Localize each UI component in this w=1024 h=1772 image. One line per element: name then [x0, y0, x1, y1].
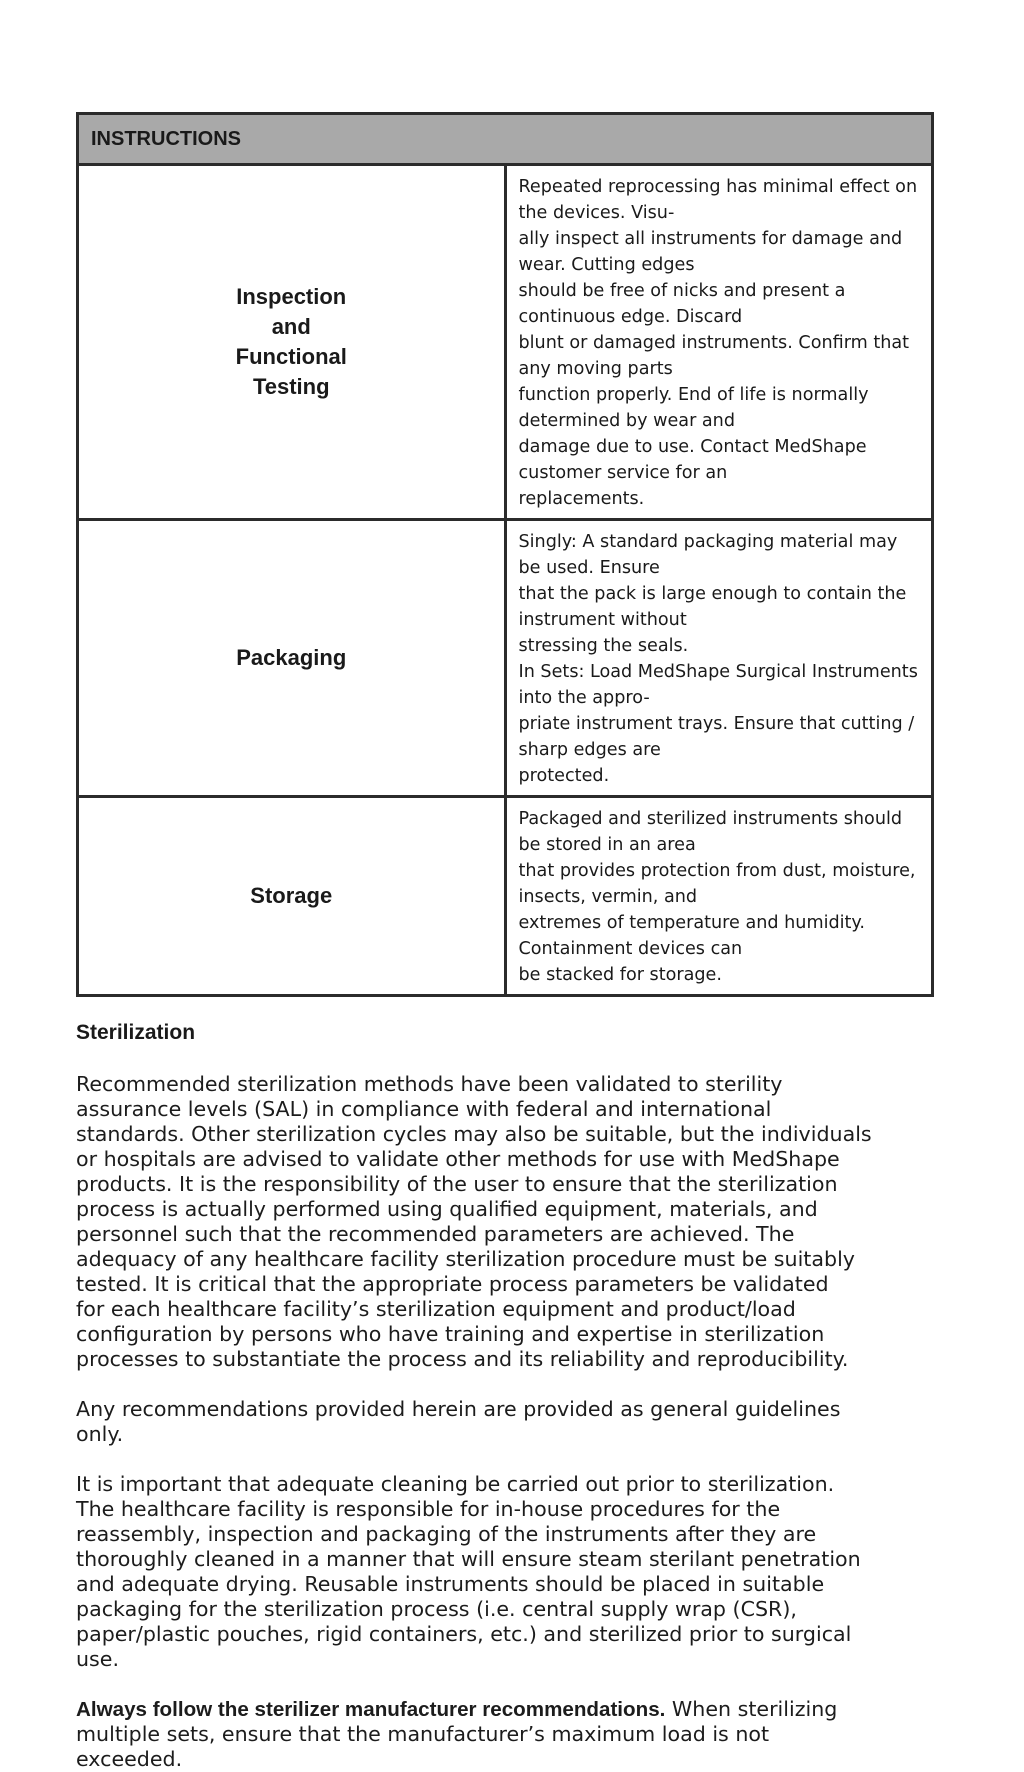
row-text-inspection: [505, 165, 933, 520]
text-line: priate instrument trays. Ensure that cutting / sharp edges are: [518, 714, 915, 760]
text-line: reassembly, inspection and packaging of the instruments after they are: [76, 1522, 817, 1546]
text-line: that provides protection from dust, moisture, insects, vermin, and: [518, 861, 916, 907]
paragraph-manufacturer-recommendations: [76, 1697, 934, 1772]
text-line: multiple sets, ensure that the manufacturer’s maximum load is not: [76, 1722, 770, 1746]
table-row: [78, 797, 933, 996]
text-line: extremes of temperature and humidity. Containment devices can: [518, 913, 865, 959]
text-line: ally inspect all instruments for damage and wear. Cutting edges: [518, 229, 903, 275]
text-line: exceeded.: [76, 1747, 183, 1771]
text-line: Storage: [250, 883, 333, 908]
text-line: process is actually performed using qualified equipment, materials, and: [76, 1197, 818, 1221]
row-label-storage: [78, 797, 506, 996]
text-line: It is important that adequate cleaning be carried out prior to sterilization.: [76, 1472, 835, 1496]
text-line: The healthcare facility is responsible for in-house procedures for the: [76, 1497, 781, 1521]
text-line: processes to substantiate the process and its reliability and reproducibility.: [76, 1347, 849, 1371]
text-line: protected.: [518, 766, 610, 786]
text-line: damage due to use. Contact MedShape customer service for an: [518, 437, 867, 483]
text-line: When sterilizing: [665, 1697, 838, 1721]
text-line: and: [271, 314, 311, 339]
text-line: paper/plastic pouches, rigid containers, etc.) and sterilized prior to surgical: [76, 1622, 852, 1646]
text-line: Testing: [252, 374, 330, 399]
paragraph-general-guidelines: [76, 1397, 934, 1447]
bold-lead-text: Always follow the sterilizer manufacturer recommendations.: [76, 1698, 666, 1721]
row-text-storage: [505, 797, 933, 996]
text-line: assurance levels (SAL) in compliance with federal and international: [76, 1097, 772, 1121]
text-line: tested. It is critical that the appropriate process parameters be validated: [76, 1272, 829, 1296]
text-line: products. It is the responsibility of the user to ensure that the sterilization: [76, 1172, 838, 1196]
text-line: only.: [76, 1422, 124, 1446]
text-line: for each healthcare facility’s sterilization equipment and product/load: [76, 1297, 796, 1321]
table-header: INSTRUCTIONS: [78, 114, 933, 165]
text-line: Recommended sterilization methods have been validated to sterility: [76, 1072, 783, 1096]
paragraph-cleaning: [76, 1472, 934, 1672]
document-page: [76, 112, 934, 1772]
text-line: replacements.: [518, 489, 645, 509]
text-line: configuration by persons who have training and expertise in sterilization: [76, 1322, 825, 1346]
text-line: Packaging: [236, 645, 347, 670]
text-line: Packaged and sterilized instruments should be stored in an area: [518, 809, 903, 855]
text-line: should be free of nicks and present a continuous edge. Discard: [518, 281, 846, 327]
text-line: use.: [76, 1647, 119, 1671]
table-row: [78, 165, 933, 520]
text-line: standards. Other sterilization cycles may also be suitable, but the individuals: [76, 1122, 872, 1146]
paragraph-sterilization-methods: [76, 1072, 934, 1372]
text-line: Singly: A standard packaging material may be used. Ensure: [518, 532, 898, 578]
text-line: adequacy of any healthcare facility sterilization procedure must be suitably: [76, 1247, 855, 1271]
instructions-table: [76, 112, 934, 997]
table-header-row: [78, 114, 933, 165]
text-line: stressing the seals.: [518, 636, 689, 656]
row-label-packaging: [78, 520, 506, 797]
row-label-inspection: [78, 165, 506, 520]
text-line: blunt or damaged instruments. Confirm that any moving parts: [518, 333, 910, 379]
section-heading-sterilization: Sterilization: [76, 1021, 196, 1044]
text-line: Any recommendations provided herein are provided as general guidelines: [76, 1397, 841, 1421]
text-line: that the pack is large enough to contain the instrument without: [518, 584, 907, 630]
text-line: thoroughly cleaned in a manner that will ensure steam sterilant penetration: [76, 1547, 861, 1571]
text-line: or hospitals are advised to validate other methods for use with MedShape: [76, 1147, 840, 1171]
text-line: In Sets: Load MedShape Surgical Instruments into the appro-: [518, 662, 918, 708]
text-line: and adequate drying. Reusable instruments should be placed in suitable: [76, 1572, 825, 1596]
text-line: packaging for the sterilization process (i.e. central supply wrap (CSR),: [76, 1597, 797, 1621]
row-text-packaging: [505, 520, 933, 797]
text-line: personnel such that the recommended parameters are achieved. The: [76, 1222, 795, 1246]
text-line: Functional: [235, 344, 347, 369]
text-line: be stacked for storage.: [518, 965, 722, 985]
table-row: [78, 520, 933, 797]
text-line: Inspection: [236, 284, 347, 309]
text-line: function properly. End of life is normally determined by wear and: [518, 385, 869, 431]
text-line: Repeated reprocessing has minimal effect on the devices. Visu-: [518, 177, 918, 223]
